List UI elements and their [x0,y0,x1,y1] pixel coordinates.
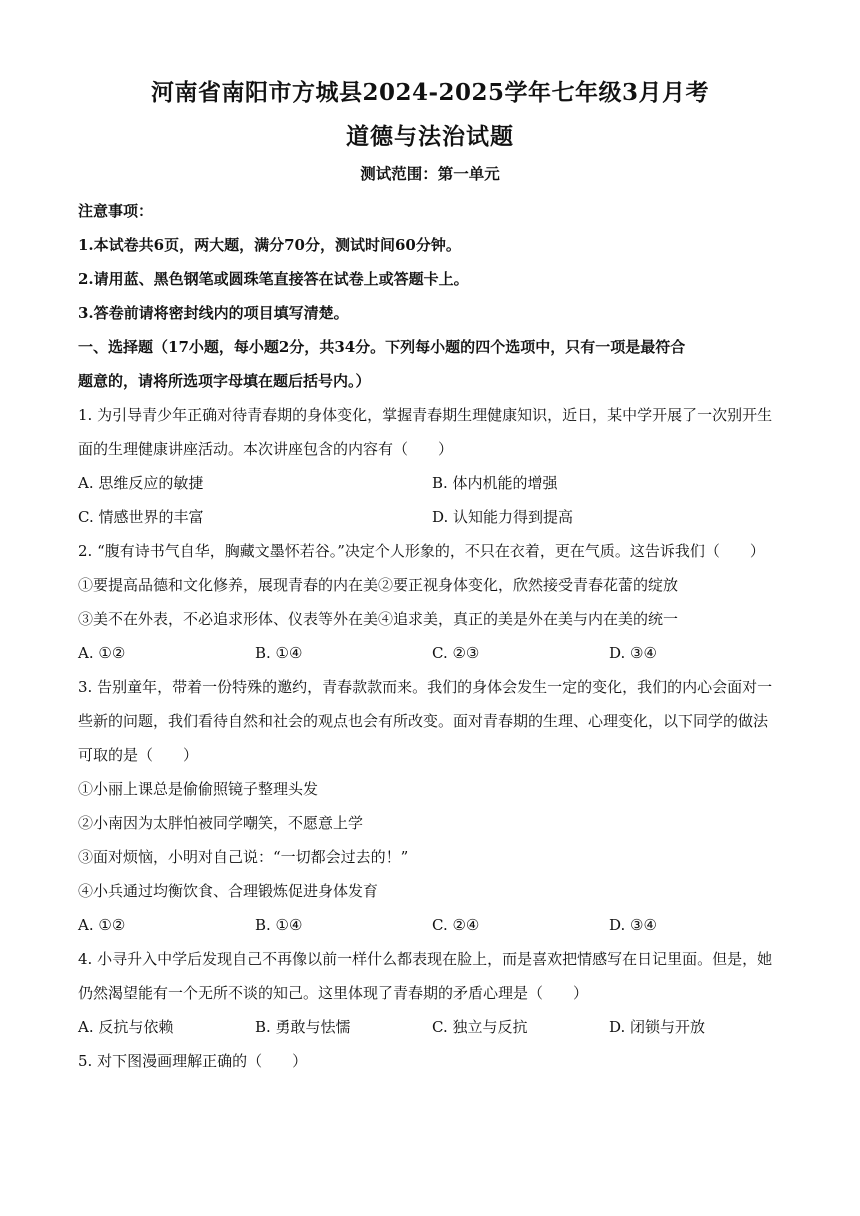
option-c: C. 独立与反抗 [432,1018,528,1036]
option-d: D. 闭锁与开放 [609,1018,706,1036]
question-4-options-row [78,1010,786,1044]
question-3-stem: 可取的是（ ） [78,746,199,764]
question-1-stem: 面的生理健康讲座活动。本次讲座包含的内容有（ ） [78,440,454,458]
question-3-stem: 些新的问题，我们看待自然和社会的观点也会有所改变。面对青春期的生理、心理变化，以下同学的做法 [78,712,769,730]
option-d: D. ③④ [609,644,657,662]
option-d: D. ③④ [609,916,657,934]
question-1-options-row [78,466,786,500]
question-2-statement: ①要提高品德和文化修养，展现青春的内在美②要正视身体变化，欣然接受青春花蕾的绽放 [78,576,679,594]
question-3-stem: 3. 告别童年，带着一份特殊的邀约，青春款款而来。我们的身体会发生一定的变化，我们的内心会面对一 [78,678,773,696]
section-heading: 一、选择题（17小题，每小题2分，共34分。下列每小题的四个选项中，只有一项是最符合 [78,338,686,356]
option-a: A. 思维反应的敏捷 [78,474,204,492]
option-d: D. 认知能力得到提高 [432,508,574,526]
option-b: B. ①④ [255,644,303,662]
question-3-statement: ③面对烦恼，小明对自己说：“一切都会过去的！” [78,848,409,866]
option-b: B. ①④ [255,916,303,934]
question-4-stem: 4. 小寻升入中学后发现自己不再像以前一样什么都表现在脸上，而是喜欢把情感写在日记里面。但是，她 [78,950,773,968]
note-item: 3.答卷前请将密封线内的项目填写清楚。 [78,304,349,322]
question-1-options-row [78,500,786,534]
question-3-statement: ①小丽上课总是偷偷照镜子整理头发 [78,780,319,798]
option-a: A. ①② [78,916,126,934]
question-2-statement: ③美不在外表，不必追求形体、仪表等外在美④追求美，真正的美是外在美与内在美的统一 [78,610,679,628]
option-a: A. 反抗与依赖 [78,1018,174,1036]
notes-heading: 注意事项： [78,202,154,220]
option-c: C. ②③ [432,644,480,662]
question-3-statement: ④小兵通过均衡饮食、合理锻炼促进身体发育 [78,882,379,900]
question-2-stem: 2. “腹有诗书气自华，胸藏文墨怀若谷。”决定个人形象的，不只在衣着，更在气质。这告诉我们（ ） [78,542,765,560]
section-heading: 题意的，请将所选项字母填在题后括号内。） [78,372,371,390]
question-4-stem: 仍然渴望能有一个无所不谈的知己。这里体现了青春期的矛盾心理是（ ） [78,984,589,1002]
exam-title: 河南省南阳市方城县2024-2025学年七年级3月月考 [150,79,710,106]
question-2-options-row [78,636,786,670]
option-c: C. 情感世界的丰富 [78,508,204,526]
test-scope: 测试范围：第一单元 [360,164,500,183]
question-3-options-row [78,908,786,942]
exam-content [78,194,786,1078]
subject-title: 道德与法治试题 [346,123,514,150]
question-5-stem: 5. 对下图漫画理解正确的（ ） [78,1052,308,1070]
note-item: 1.本试卷共6页，两大题，满分70分，测试时间60分钟。 [78,236,461,254]
option-c: C. ②④ [432,916,480,934]
option-a: A. ①② [78,644,126,662]
option-b: B. 勇敢与怯懦 [255,1018,351,1036]
note-item: 2.请用蓝、黑色钢笔或圆珠笔直接答在试卷上或答题卡上。 [78,270,469,288]
question-3-statement: ②小南因为太胖怕被同学嘲笑，不愿意上学 [78,814,364,832]
question-1-stem: 1. 为引导青少年正确对待青春期的身体变化，掌握青春期生理健康知识，近日，某中学开展了一次别开生 [78,406,773,424]
option-b: B. 体内机能的增强 [432,474,558,492]
